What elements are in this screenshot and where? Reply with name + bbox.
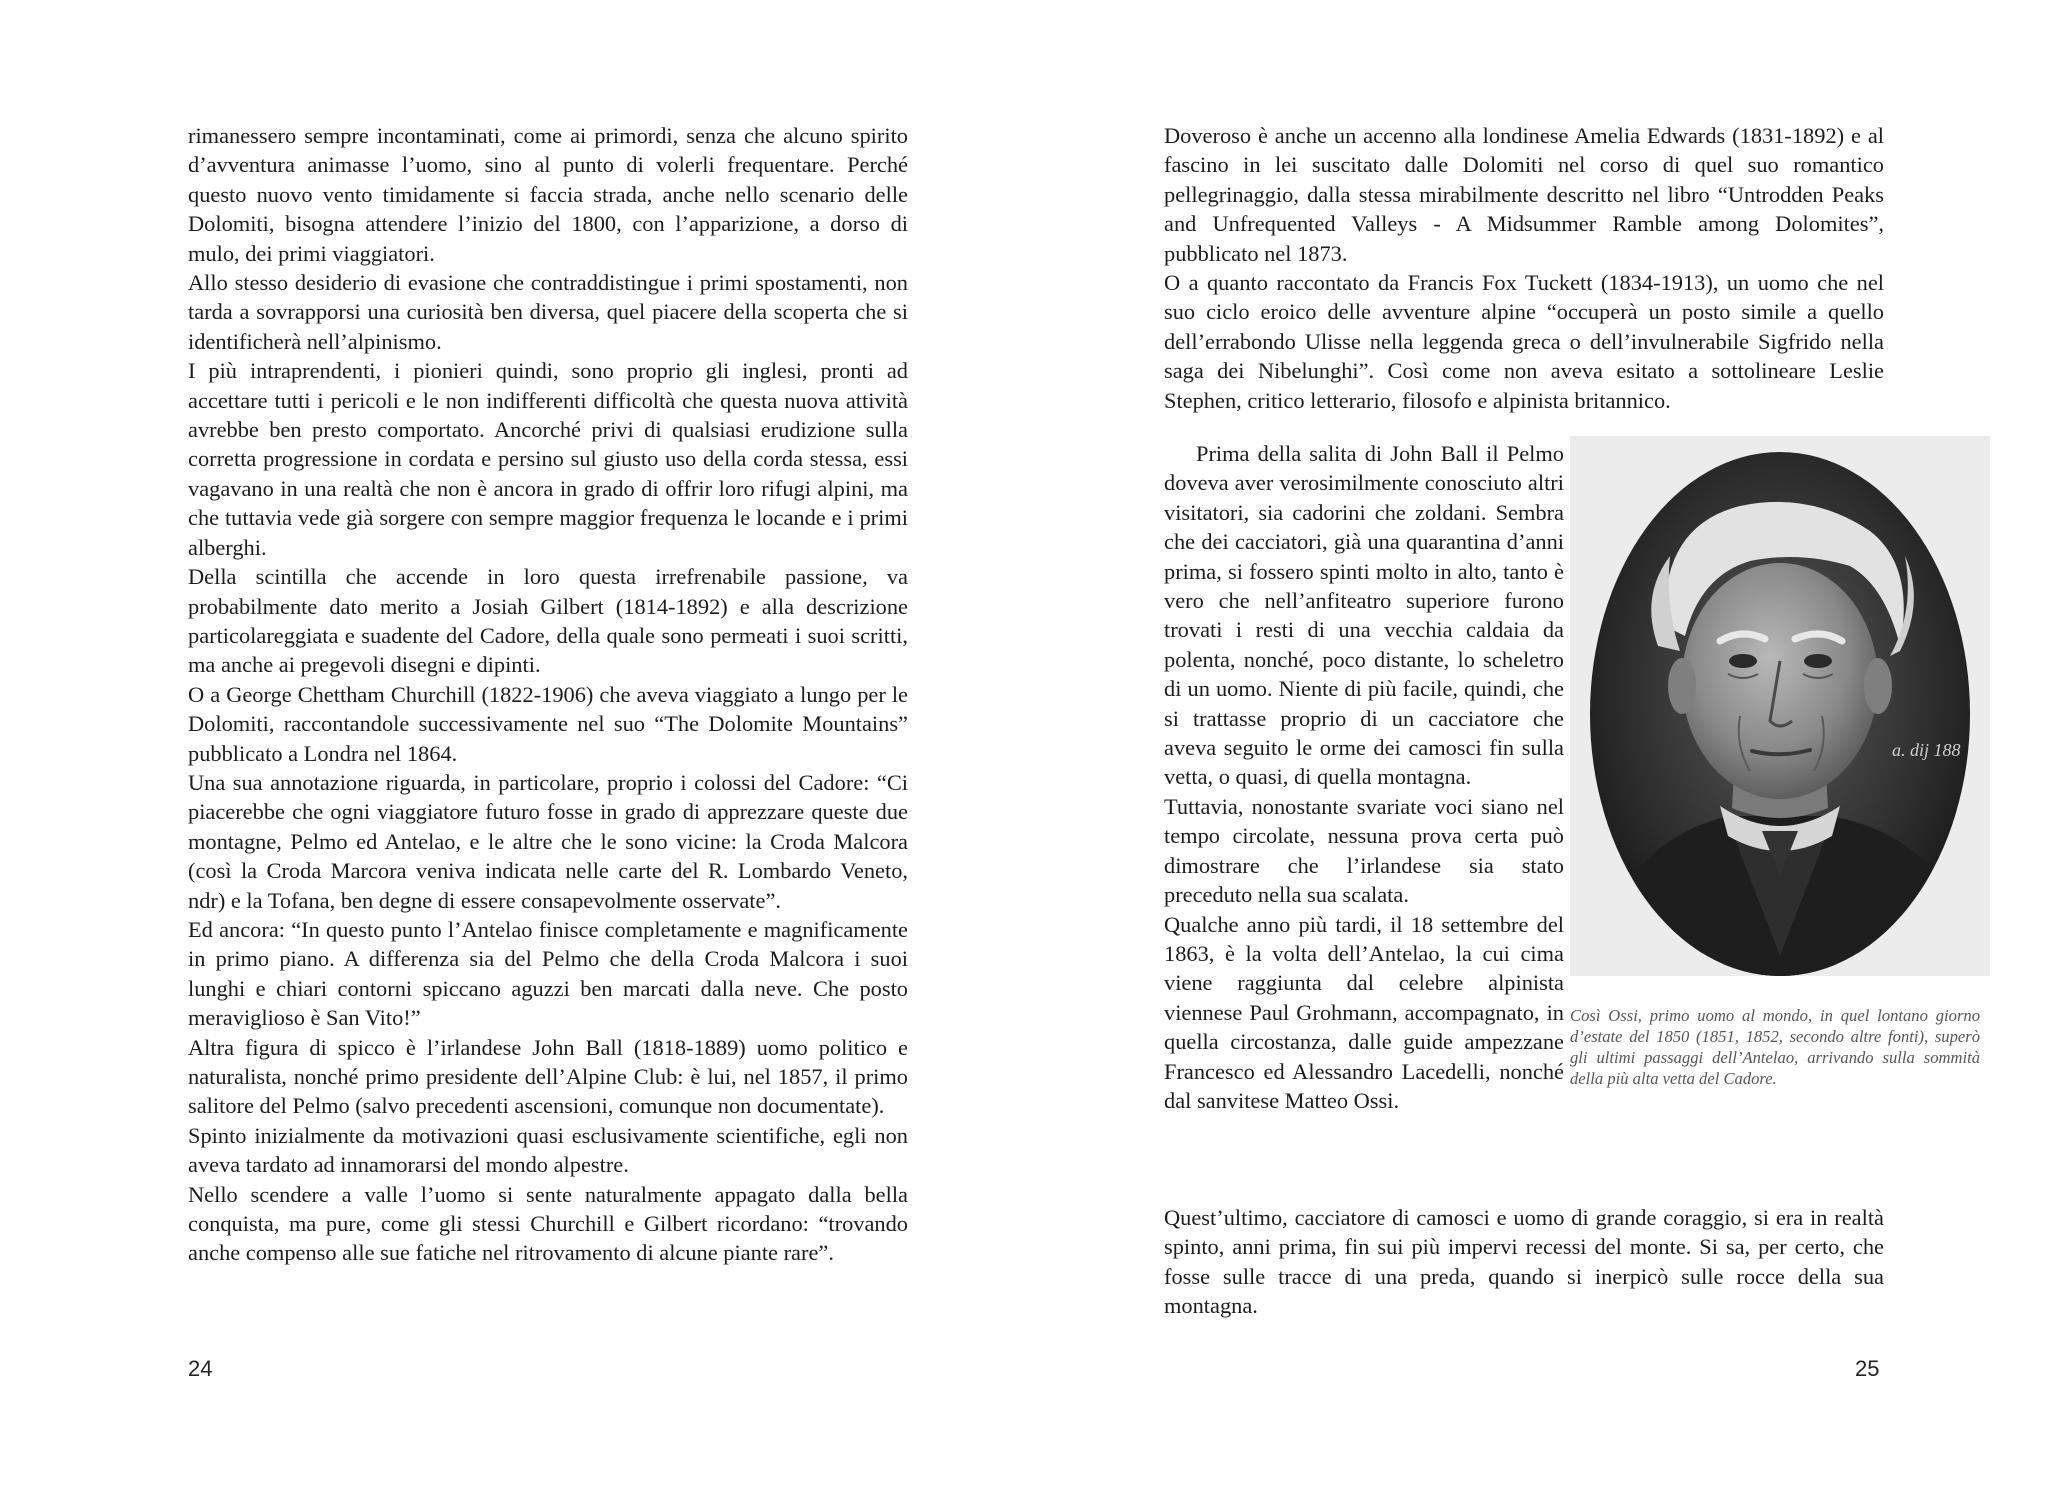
paragraph: Doveroso è anche un accenno alla londinese Amelia Edwards (1831-1892) e al fascino in lei suscitato dalle Dolomiti nel corso di quel suo romantico pellegrinaggio, dalla stessa mirabilmente descritto nel libro “Untrodden Peaks and Unfrequented Valleys - A Midsummer Ramble among Dolomites”, pubblicato nel 1873. (1164, 123, 1884, 266)
page-number-right: 25 (1855, 1356, 1880, 1381)
right-page-narrow-text (1164, 439, 1564, 1115)
paragraph: Della scintilla che accende in loro questa irrefrenabile passione, va probabilmente dato merito a Josiah Gilbert (1814-1892) e alla descrizione particolareggiata e suadente del Cadore, della quale sono permeati i suoi scritti, ma anche ai pregevoli disegni e dipinti. (188, 564, 908, 678)
paragraph: Tuttavia, nonostante svariate voci siano nel tempo circolate, nessuna prova certa può dimostrare che l’irlandese sia stato preceduto nella sua scalata. (1164, 793, 1564, 908)
paragraph: Spinto inizialmente da motivazioni quasi esclusivamente scientifiche, egli non aveva tardato ad innamorarsi del mondo alpestre. (188, 1122, 908, 1178)
right-page-top-text (1164, 121, 1884, 415)
paragraph: Ed ancora: “In questo punto l’Antelao finisce completamente e magnificamente in primo piano. A differenza sia del Pelmo che della Croda Malcora i suoi lunghi e chiari contorni spiccano aguzzi ben marcati dalla neve. Che posto meraviglioso è San Vito!” (188, 916, 908, 1031)
paragraph: O a quanto raccontato da Francis Fox Tuckett (1834-1913), un uomo che nel suo ciclo eroico delle avventure alpine “occuperà un posto simile a quello dell’errabondo Ulisse nella leggenda greca o dell’invulnerabile Sigfrido nella saga dei Nibelunghi”. Così come non aveva esitato a sottolineare Leslie Stephen, critico letterario, filosofo e alpinista britannico. (1164, 270, 1884, 413)
paragraph: Altra figura di spicco è l’irlandese John Ball (1818-1889) uomo politico e naturalista, nonché primo presidente dell’Alpine Club: è lui, nel 1857, il primo salitore del Pelmo (salvo precedenti ascensioni, comunque non documentate). (188, 1034, 908, 1119)
paragraph: O a George Chettham Churchill (1822-1906) che aveva viaggiato a lungo per le Dolomiti, raccontandole successivamente nel suo “The Dolomite Mountains” pubblicato a Londra nel 1864. (188, 681, 908, 766)
paragraph: Prima della salita di John Ball il Pelmo doveva aver verosimilmente conosciuto altri visitatori, sia cadorini che zoldani. Sembra che dei cacciatori, già una quarantina d’anni prima, si fossero spinti molto in alto, tanto è vero che nell’anfiteatro superiore furono trovati i resti di una vecchia caldaia da polenta, nonché, poco distante, lo scheletro di un uomo. Niente di più facile, quindi, che si trattasse proprio di un cacciatore che aveva seguito le orme dei camosci fin sulla vetta, o quasi, di quella montagna. (1164, 441, 1564, 790)
paragraph: I più intraprendenti, i pionieri quindi, sono proprio gli inglesi, pronti ad accettare tutti i pericoli e le non indifferenti difficoltà che questa nuova attività avrebbe ben presto comportato. Ancorché privi di qualsiasi erudizione sulla corretta progressione in cordata e persino sul giusto uso della corda stessa, essi vagavano in una realtà che non è ancora in grado di offrir loro rifugi alpini, ma che tuttavia vede già sorgere con sempre maggior frequenza le locande e i primi alberghi. (188, 358, 908, 560)
paragraph: Quest’ultimo, cacciatore di camosci e uomo di grande coraggio, si era in realtà spinto, anni prima, fin sui più impervi recessi del monte. Si sa, per certo, che fosse sulle tracce di una preda, quando si inerpicò sulle rocce della sua montagna. (1164, 1205, 1884, 1319)
image-caption: Così Ossi, primo uomo al mondo, in quel lontano giorno d’estate del 1850 (1851, 1852, secondo altre fonti), superò gli ultimi passaggi dell’Antelao, arrivando sulla sommità della più alta vetta del Cadore. (1570, 1006, 1980, 1088)
right-page-bottom-text (1164, 1203, 1884, 1321)
left-page-text (188, 121, 908, 1268)
portrait-image (1570, 436, 1990, 976)
paragraph: Una sua annotazione riguarda, in particolare, proprio i colossi del Cadore: “Ci piacerebbe che ogni viaggiatore futuro fosse in grado di apprezzare queste due montagne, Pelmo ed Antelao, e le altre che le sono vicine: la Croda Malcora (così la Croda Marcora veniva indicata nelle carte del R. Lombardo Veneto, ndr) e la Tofana, ben degne di essere consapevolmente osservate”. (188, 769, 908, 913)
portrait-signature: a. dij 188 (1892, 740, 1961, 760)
right-page (1024, 0, 2048, 1489)
paragraph: Allo stesso desiderio di evasione che contraddistingue i primi spostamenti, non tarda a sovrapporsi una curiosità ben diversa, quel piacere della scoperta che si identificherà nell’alpinismo. (188, 270, 908, 354)
page-number-left: 24 (188, 1356, 213, 1381)
paragraph: Nello scendere a valle l’uomo si sente naturalmente appagato dalla bella conquista, ma pure, come gli stessi Churchill e Gilbert ricordano: “trovando anche compenso alle sue fatiche nel ritrovamento di alcune piante rare”. (188, 1181, 908, 1266)
paragraph: rimanessero sempre incontaminati, come ai primordi, senza che alcuno spirito d’avventura animasse l’uomo, sino al punto di volerli frequentare. Perché questo nuovo vento timidamente si faccia strada, anche nello scenario delle Dolomiti, bisogna attendere l’inizio del 1800, con l’apparizione, a dorso di mulo, dei primi viaggiatori. (188, 123, 908, 266)
paragraph: Qualche anno più tardi, il 18 settembre del 1863, è la volta dell’Antelao, la cui cima viene raggiunta dal celebre alpinista viennese Paul Grohmann, accompagnato, in quella circostanza, dalle guide ampezzane Francesco ed Alessandro Lacedelli, nonché dal sanvitese Matteo Ossi. (1164, 911, 1564, 1113)
